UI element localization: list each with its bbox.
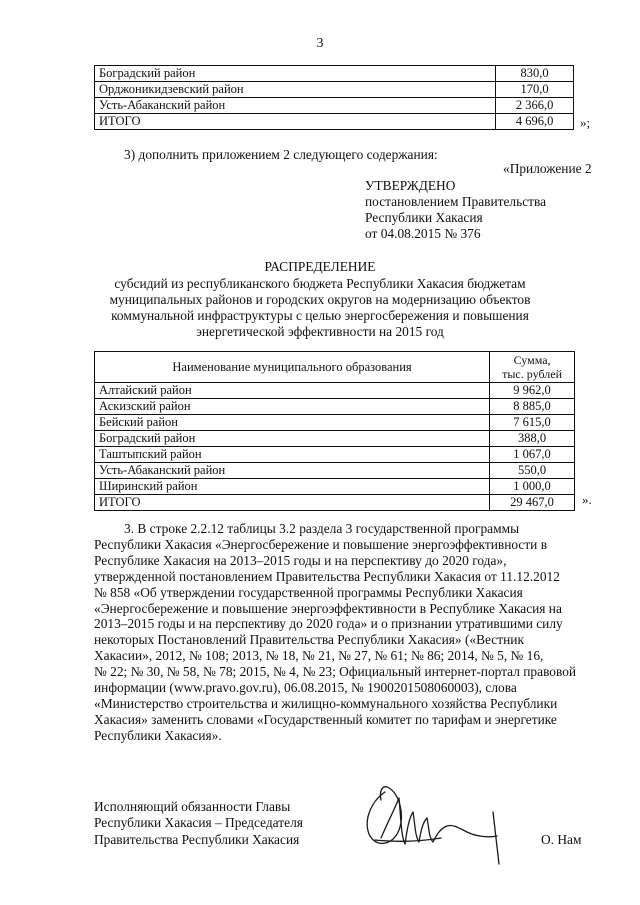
paragraph-line: «Энергосбережение и повышение энергоэффективности в Республике Хакасия на — [94, 600, 562, 616]
cell-amount: 1 067,0 — [490, 447, 575, 463]
table-row — [95, 66, 574, 82]
paragraph-line: некоторых Постановлений Правительства Республики Хакасия» («Вестник — [94, 632, 524, 648]
table2-closing-quote: ». — [582, 492, 592, 507]
header-amount — [490, 352, 575, 383]
paragraph-line: Республики Хакасия «Энергосбережение и повышение энергоэффективности в — [94, 536, 548, 552]
distribution-subtitle-line: муниципальных районов и городских округов на модернизацию объектов — [109, 292, 531, 307]
table-row — [95, 431, 575, 447]
cell-municipality: Усть-Абаканский район — [95, 98, 496, 114]
cell-municipality: Боградский район — [95, 431, 490, 447]
cell-amount: 550,0 — [490, 463, 575, 479]
page-number: 3 — [316, 36, 324, 51]
table-header-row — [95, 352, 575, 383]
signatory-name: О. Нам — [541, 832, 582, 847]
distribution-subtitle-line: субсидий из республиканского бюджета Республики Хакасия бюджетам — [114, 276, 526, 291]
table-row — [95, 495, 575, 511]
table-row — [95, 82, 574, 98]
cell-municipality: ИТОГО — [95, 114, 496, 130]
paragraph-line: Республике Хакасия на 2013–2015 годы и на перспективу до 2020 года», — [94, 552, 507, 568]
paragraph-line: Хакасия» заменить словами «Государственный комитет по тарифам и энергетике — [94, 711, 557, 727]
table1-closing-quote: »; — [580, 115, 591, 130]
distribution-title: РАСПРЕДЕЛЕНИЕ — [264, 259, 376, 274]
table-row — [95, 383, 575, 399]
cell-amount: 7 615,0 — [490, 415, 575, 431]
paragraph-line: «Министерство строительства и жилищно-коммунального хозяйства Республики — [94, 695, 558, 711]
table-row — [95, 114, 574, 130]
paragraph-line: № 22; № 30, № 58, № 78; 2015, № 4, № 23; Официальный интернет-портал правовой — [94, 664, 577, 680]
cell-amount: 170,0 — [496, 82, 574, 98]
paragraph-line: информации (www.pravo.gov.ru), 06.08.2015, № 1900201508060003), слова — [94, 680, 517, 696]
paragraph-line: утвержденной постановлением Правительства Республики Хакасия от 11.12.2012 — [94, 568, 560, 584]
cell-municipality: Орджоникидзевский район — [95, 82, 496, 98]
cell-municipality: Аскизский район — [95, 399, 490, 415]
distribution-subtitle-line: коммунальной инфраструктуры с целью энергосбережения и повышения — [111, 308, 529, 323]
approved-line: постановлением Правительства — [365, 194, 547, 209]
table-row — [95, 98, 574, 114]
cell-municipality: ИТОГО — [95, 495, 490, 511]
table-row — [95, 479, 575, 495]
table-continuation — [94, 65, 574, 130]
table-row — [95, 415, 575, 431]
signatory-line: Исполняющий обязанности Главы — [94, 799, 291, 814]
table-row — [95, 399, 575, 415]
handwritten-signature — [355, 778, 515, 868]
cell-municipality: Бейский район — [95, 415, 490, 431]
cell-municipality: Алтайский район — [95, 383, 490, 399]
appendix-label: «Приложение 2 — [503, 161, 592, 176]
cell-amount: 388,0 — [490, 431, 575, 447]
approved-date-number: от 04.08.2015 № 376 — [365, 226, 481, 241]
cell-municipality: Ширинский район — [95, 479, 490, 495]
approved-line: Республики Хакасия — [365, 210, 483, 225]
header-municipality: Наименование муниципального образования — [95, 352, 490, 383]
cell-amount: 8 885,0 — [490, 399, 575, 415]
paragraph-line: № 858 «Об утверждении государственной программы Республики Хакасия — [94, 584, 523, 600]
paragraph-3 — [94, 521, 578, 744]
distribution-table — [94, 351, 575, 511]
cell-amount: 9 962,0 — [490, 383, 575, 399]
cell-amount: 830,0 — [496, 66, 574, 82]
table-row — [95, 463, 575, 479]
cell-amount: 29 467,0 — [490, 495, 575, 511]
signatory-line: Республики Хакасия – Председателя — [94, 815, 303, 831]
cell-amount: 4 696,0 — [496, 114, 574, 130]
header-amount-line: Сумма, — [513, 353, 551, 367]
approved-title: УТВЕРЖДЕНО — [365, 178, 456, 193]
cell-municipality: Боградский район — [95, 66, 496, 82]
cell-municipality: Усть-Абаканский район — [95, 463, 490, 479]
paragraph-line: Республики Хакасия». — [94, 727, 222, 743]
cell-municipality: Таштыпский район — [95, 447, 490, 463]
header-amount-unit: тыс. рублей — [502, 367, 562, 381]
cell-amount: 2 366,0 — [496, 98, 574, 114]
paragraph-line: 2013–2015 годы и на перспективу до 2020 года» и о признании утратившими силу — [94, 616, 563, 632]
distribution-subtitle-line: энергетической эффективности на 2015 год — [196, 324, 444, 339]
signatory-title — [94, 799, 303, 848]
signatory-line: Правительства Республики Хакасия — [94, 831, 300, 847]
paragraph-line: 3. В строке 2.2.12 таблицы 3.2 раздела 3 государственной программы — [124, 521, 520, 536]
cell-amount: 1 000,0 — [490, 479, 575, 495]
paragraph-line: Хакасии», 2012, № 108; 2013, № 18, № 21, № 27, № 61; № 86; 2014, № 5, № 16, — [94, 648, 544, 664]
item3-text: 3) дополнить приложением 2 следующего содержания: — [124, 147, 438, 162]
table-row — [95, 447, 575, 463]
